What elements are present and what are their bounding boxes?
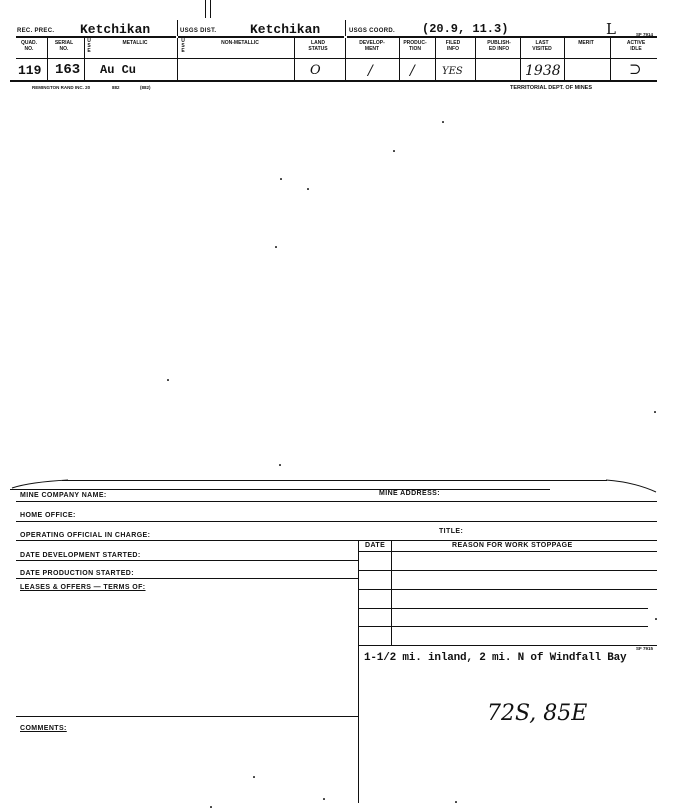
data-row-bottom bbox=[10, 80, 657, 82]
col-divider bbox=[47, 38, 48, 82]
form-line bbox=[358, 570, 657, 571]
table-divider bbox=[358, 540, 359, 803]
cell-production: / bbox=[410, 63, 415, 79]
form-line bbox=[16, 578, 358, 579]
cell-active-idle: ⊃ bbox=[629, 60, 642, 78]
cell-metallic: Au Cu bbox=[100, 63, 137, 77]
usgs-coord-label: USGS COORD. bbox=[349, 28, 395, 34]
cell-quad-no: 119 bbox=[18, 63, 42, 78]
speck bbox=[253, 776, 255, 778]
usgs-dist-label: USGS DIST. bbox=[180, 28, 217, 34]
printer-credit: REMINGTON RAND INC. 20 bbox=[32, 85, 91, 90]
binder-mark bbox=[205, 0, 206, 18]
col-development: DEVELOP- MENT bbox=[359, 40, 385, 52]
form-line bbox=[16, 501, 657, 502]
title-label: TITLE: bbox=[439, 528, 464, 535]
header-divider bbox=[177, 20, 178, 36]
card-corner-curve bbox=[10, 476, 70, 490]
form-line bbox=[358, 589, 657, 590]
col-divider bbox=[294, 38, 295, 82]
date-col-header: DATE bbox=[365, 542, 386, 549]
speck bbox=[442, 121, 444, 123]
header-divider bbox=[345, 20, 346, 36]
handwritten-code: 72S, 85E bbox=[487, 701, 588, 726]
col-last-visited: LAST VISITED bbox=[532, 40, 552, 52]
cell-serial-no: 163 bbox=[55, 62, 81, 78]
header-underline bbox=[178, 36, 344, 38]
col-divider bbox=[520, 38, 521, 82]
header-underline bbox=[16, 36, 176, 38]
col-land-status: LAND STATUS bbox=[308, 40, 328, 52]
cell-land-status: O bbox=[310, 63, 321, 78]
cell-filed-info: YES bbox=[442, 66, 463, 77]
speck bbox=[654, 411, 656, 413]
col-production: PRODUC- TION bbox=[403, 40, 427, 52]
form-line bbox=[358, 626, 648, 627]
speck bbox=[279, 464, 281, 466]
department-name: TERRITORIAL DEPT. OF MINES bbox=[510, 85, 592, 91]
col-divider bbox=[475, 38, 476, 82]
form-line bbox=[16, 560, 358, 561]
speck bbox=[275, 246, 277, 248]
speck bbox=[393, 150, 395, 152]
binder-mark bbox=[210, 0, 211, 18]
table-divider bbox=[391, 540, 392, 645]
location-note: 1-1/2 mi. inland, 2 mi. N of Windfall Bay bbox=[364, 652, 627, 664]
cell-last-visited: 1938 bbox=[525, 63, 561, 79]
col-divider bbox=[564, 38, 565, 82]
date-development-label: DATE DEVELOPMENT STARTED: bbox=[20, 552, 141, 559]
usgs-dist-value: Ketchikan bbox=[250, 22, 321, 37]
speck bbox=[280, 178, 282, 180]
speck bbox=[210, 806, 212, 808]
operating-official-label: OPERATING OFFICIAL IN CHARGE: bbox=[20, 532, 151, 539]
form-line bbox=[16, 521, 657, 522]
mine-address-label: MINE ADDRESS: bbox=[379, 490, 440, 497]
rec-prec-label: REC. PREC. bbox=[17, 28, 55, 34]
cell-development: / bbox=[368, 63, 373, 79]
col-active-idle: ACTIVE IDLE bbox=[626, 40, 646, 52]
col-divider bbox=[177, 38, 178, 82]
form-line bbox=[358, 645, 657, 646]
col-serial-no: SERIAL NO. bbox=[54, 40, 74, 52]
usgs-coord-value: (20.9, 11.3) bbox=[422, 22, 509, 36]
rec-prec-value: Ketchikan bbox=[80, 22, 151, 37]
col-quad-no: QUAD. NO. bbox=[20, 40, 38, 52]
col-divider bbox=[435, 38, 436, 82]
speck bbox=[307, 188, 309, 190]
printer-paren: (882) bbox=[140, 85, 151, 90]
form-line bbox=[358, 608, 648, 609]
card-top-edge bbox=[62, 480, 607, 481]
col-merit: MERIT bbox=[578, 40, 594, 46]
corner-mark: L bbox=[606, 20, 616, 38]
col-divider bbox=[84, 38, 85, 82]
col-divider bbox=[345, 38, 346, 82]
card-corner-curve bbox=[604, 476, 660, 494]
col-filed-info: FILED INFO bbox=[445, 40, 461, 52]
speck bbox=[323, 798, 325, 800]
col-non-metallic: NON-METALLIC bbox=[221, 40, 259, 46]
speck bbox=[455, 801, 457, 803]
form-line bbox=[16, 716, 358, 717]
col-metallic: METALLIC bbox=[122, 40, 148, 46]
form-number-bottom: SF 7915 bbox=[636, 646, 654, 651]
form-number-top: SF 7914 bbox=[636, 32, 654, 37]
form-line bbox=[16, 540, 657, 541]
speck bbox=[655, 618, 657, 620]
col-published-info: PUBLISH- ED INFO bbox=[487, 40, 511, 52]
home-office-label: HOME OFFICE: bbox=[20, 512, 76, 519]
reason-col-header: REASON FOR WORK STOPPAGE bbox=[452, 542, 573, 549]
col-divider bbox=[610, 38, 611, 82]
printer-code: 882 bbox=[112, 85, 120, 90]
date-production-label: DATE PRODUCTION STARTED: bbox=[20, 570, 134, 577]
comments-label: COMMENTS: bbox=[20, 725, 67, 732]
col-use-left: U S E bbox=[87, 38, 91, 54]
card-top-edge-2 bbox=[10, 489, 550, 490]
header-row-bottom bbox=[16, 58, 657, 59]
mine-company-name-label: MINE COMPANY NAME: bbox=[20, 492, 107, 499]
col-divider bbox=[399, 38, 400, 82]
leases-offers-label: LEASES & OFFERS — TERMS OF: bbox=[20, 584, 146, 591]
col-use-right: U S E bbox=[181, 38, 185, 54]
speck bbox=[167, 379, 169, 381]
form-line bbox=[358, 551, 657, 552]
